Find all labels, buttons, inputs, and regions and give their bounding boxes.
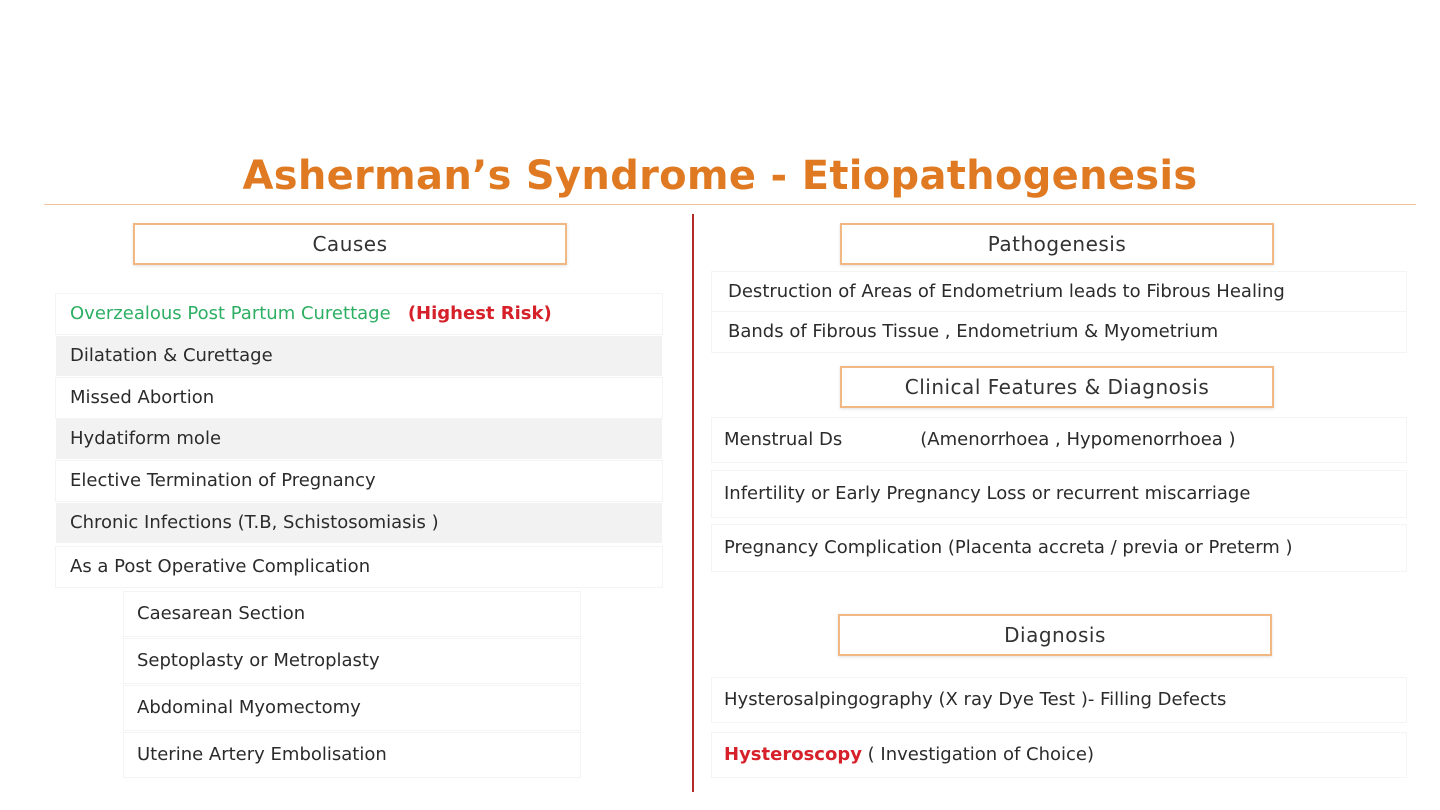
column-divider — [692, 214, 694, 792]
cause-row-highest-risk — [56, 294, 662, 334]
clinical-header: Clinical Features & Diagnosis — [840, 366, 1274, 408]
sub-cause-row: Caesarean Section — [124, 592, 580, 636]
cause-row: Dilatation & Curettage — [56, 336, 662, 376]
cause-row: Elective Termination of Pregnancy — [56, 461, 662, 501]
causes-header: Causes — [133, 223, 567, 265]
clinical-row: Pregnancy Complication (Placenta accreta / previa or Preterm ) — [712, 525, 1406, 571]
cause-row: Missed Abortion — [56, 378, 662, 418]
clinical-row-menstrual — [712, 418, 1406, 462]
title-underline — [44, 204, 1416, 205]
page-title: Asherman’s Syndrome - Etiopathogenesis — [242, 153, 1198, 199]
sub-cause-row: Septoplasty or Metroplasty — [124, 639, 580, 683]
cause-row: Hydatiform mole — [56, 419, 662, 459]
sub-cause-row: Abdominal Myomectomy — [124, 686, 580, 730]
cause-text-green: Overzealous Post Partum Curettage — [70, 303, 391, 324]
menstrual-label: Menstrual Ds — [724, 429, 843, 450]
hysteroscopy-label: Hysteroscopy — [724, 744, 862, 765]
clinical-row: Infertility or Early Pregnancy Loss or recurrent miscarriage — [712, 471, 1406, 517]
diagnosis-row: Hysterosalpingography (X ray Dye Test )- Filling Defects — [712, 678, 1406, 722]
diagnosis-row-hysteroscopy — [712, 733, 1406, 777]
diagnosis-header: Diagnosis — [838, 614, 1272, 656]
pathogenesis-header: Pathogenesis — [840, 223, 1274, 265]
sub-cause-row: Uterine Artery Embolisation — [124, 733, 580, 777]
menstrual-detail: (Amenorrhoea , Hypomenorrhoea ) — [920, 429, 1236, 450]
highest-risk-label: (Highest Risk) — [407, 303, 552, 324]
pathogenesis-row: Destruction of Areas of Endometrium leads to Fibrous Healing — [712, 272, 1406, 312]
pathogenesis-row: Bands of Fibrous Tissue , Endometrium & Myometrium — [712, 312, 1406, 352]
cause-row: As a Post Operative Complication — [56, 547, 662, 587]
cause-row: Chronic Infections (T.B, Schistosomiasis ) — [56, 503, 662, 543]
hysteroscopy-detail: ( Investigation of Choice) — [861, 744, 1094, 765]
